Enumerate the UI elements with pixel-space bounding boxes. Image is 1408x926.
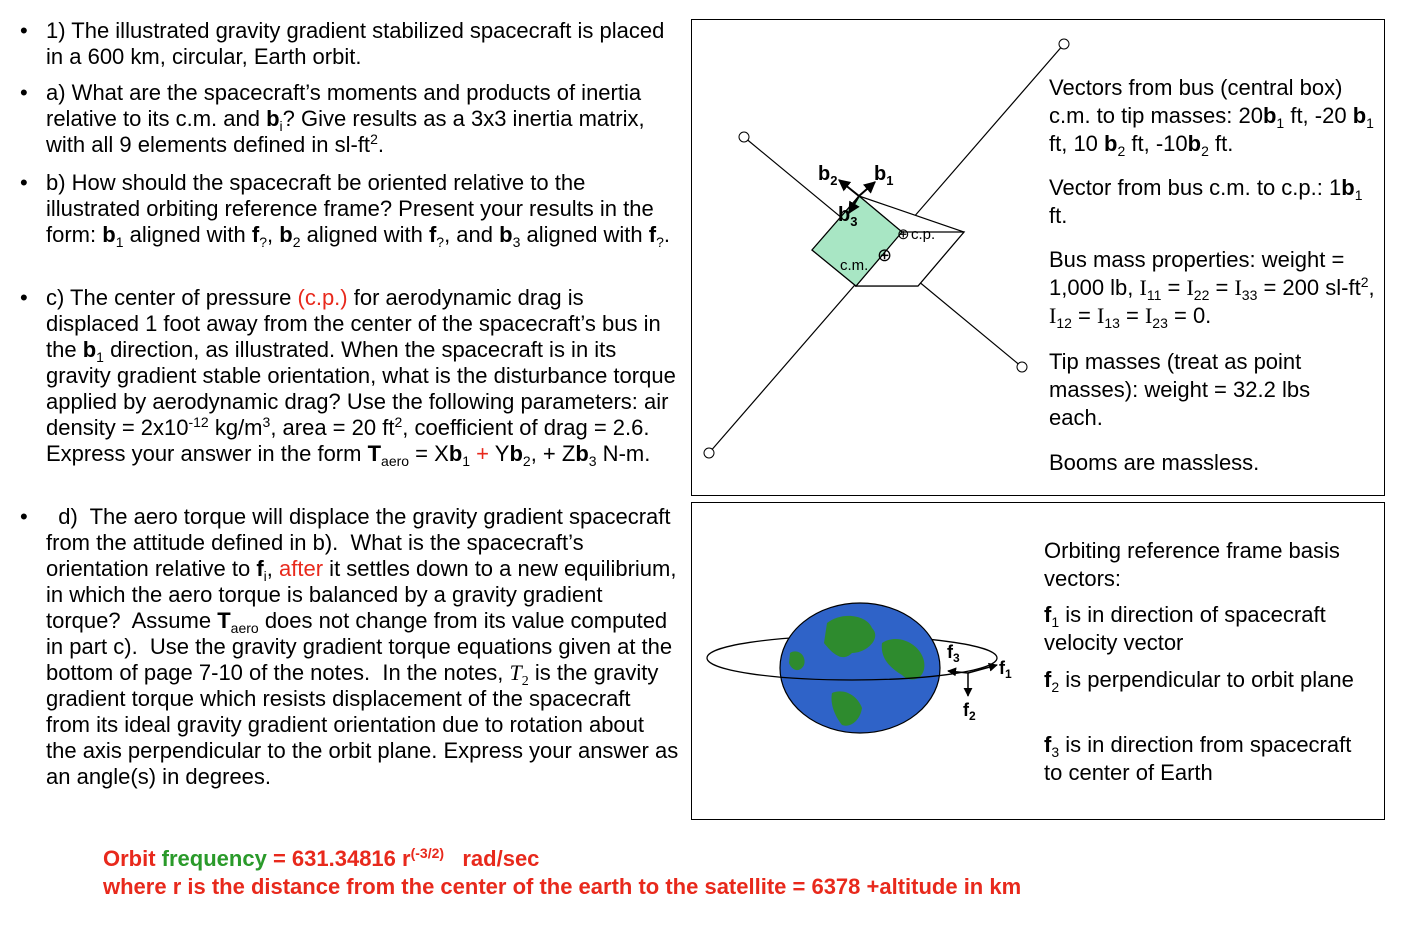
cm-label: c.m. xyxy=(840,257,869,274)
question-b: • b) How should the spacecraft be oriented relative to the illustrated orbiting reference frame? Present your results in the form: $b_1$ aligned with $f_?$, $b_2$ aligned with $f_?$, and $b_3$ aligned with $f_?$. xyxy=(20,170,671,250)
b2-arrow xyxy=(839,180,859,196)
question-d: • d) The aero torque will displace the gravity gradient spacecraft from the attitude defined in b). What is the spacecraft’s orientation relative to $f_i$, after it settles down to a new equilibrium, in which the aero torque is balanced by a gravity gradient torque? Assume $T_{aero}$ does not change from its value computed in part c). Use the gravity gradient torque equations given at the bottom of page 7-10 of the notes. In the notes, $T_2$ is the gravity gradient torque which resists displacement of the spacecraft from its ideal gravity gradient orientation due to rotation about the axis perpendicular to the orbit plane. Express your answer as an angle(s) in degrees. xyxy=(20,504,685,789)
spacecraft-diagram-box xyxy=(691,19,1385,496)
cp-target-icon: ⊕ xyxy=(897,226,910,243)
f1-description: $f_1$ is in direction of spacecraft velocity vector xyxy=(1044,602,1326,655)
cp-vector-text: Vector from bus c.m. to c.p.: $1b_1$ ft. xyxy=(1049,175,1363,228)
tip-mass-1 xyxy=(739,132,749,142)
tip-mass-text: Tip masses (treat as point masses): weight = 32.2 lbs each. xyxy=(1049,349,1311,430)
radius-definition: where r is the distance from the center of the earth to the satellite = 6378 +altitude in km xyxy=(103,874,1022,899)
orbit-frame-title: Orbiting reference frame basis vectors: xyxy=(1044,538,1340,591)
b2-label: $b_2$ xyxy=(818,163,838,188)
b1-label: $b_1$ xyxy=(874,163,894,188)
f2-description: $f_2$ is perpendicular to orbit plane xyxy=(1044,667,1354,695)
orbit-diagram-box xyxy=(691,502,1385,820)
booms-text: Booms are massless. xyxy=(1049,450,1260,475)
b1-arrow xyxy=(859,182,875,196)
f3-description: $f_3$ is in direction from spacecraft to center of Earth xyxy=(1044,732,1352,785)
question-a: • a) What are the spacecraft’s moments and products of inertia relative to its c.m. and $b_i$? Give results as a 3x3 inertia matrix, with all 9 elements defined in $sl-ft^2$. xyxy=(20,80,645,157)
cm-target-icon: ⊕ xyxy=(877,245,893,265)
tip-mass-4 xyxy=(1059,39,1069,49)
tip-vectors-text: Vectors from bus (central box) c.m. to tip masses: $20b_1$ ft, -20 $b_1$ ft, 10 $b_2$ ft, $-10b_2$ ft. xyxy=(1049,75,1374,159)
orbit-frequency-formula: Orbit frequency = 631.34816 $r^{(-3/2)}$ rad/sec xyxy=(103,845,540,871)
f1-arrow xyxy=(968,665,997,673)
b3-label: $b_3$ xyxy=(838,204,858,229)
question-intro: • 1) The illustrated gravity gradient stabilized spacecraft is placed in a 600 km, circular, Earth orbit. xyxy=(20,18,665,69)
tip-mass-2 xyxy=(1017,362,1027,372)
f3-label: $f_3$ xyxy=(947,642,960,665)
f2-label: $f_2$ xyxy=(963,700,976,723)
tip-mass-3 xyxy=(704,448,714,458)
question-c: • c) The center of pressure (c.p.) for aerodynamic drag is displaced 1 foot away from the center of the spacecraft’s bus in the $b_1$ direction, as illustrated. When the spacecraft is in its gravity gradient stable orientation, what is the disturbance torque applied by aerodynamic drag? Use the following parameters: air density = $2x10^{-12}$ $kg/m^3$, area = 20 $ft^2$, coefficient of drag = 2.6. Express your answer in the form $T_{aero} = Xb_1 + Yb_2$, + $Zb_3$ N-m. xyxy=(20,285,676,469)
f1-label: $f_1$ xyxy=(999,658,1012,681)
cp-label: c.p. xyxy=(911,226,936,243)
bus-mass-text: Bus mass properties: weight = 1,000 lb, $I_{11} = I_{22} = I_{33} = 200$ $sl-ft^2$, $I_{12} = I_{13} = I_{23} = 0$. xyxy=(1049,247,1375,331)
